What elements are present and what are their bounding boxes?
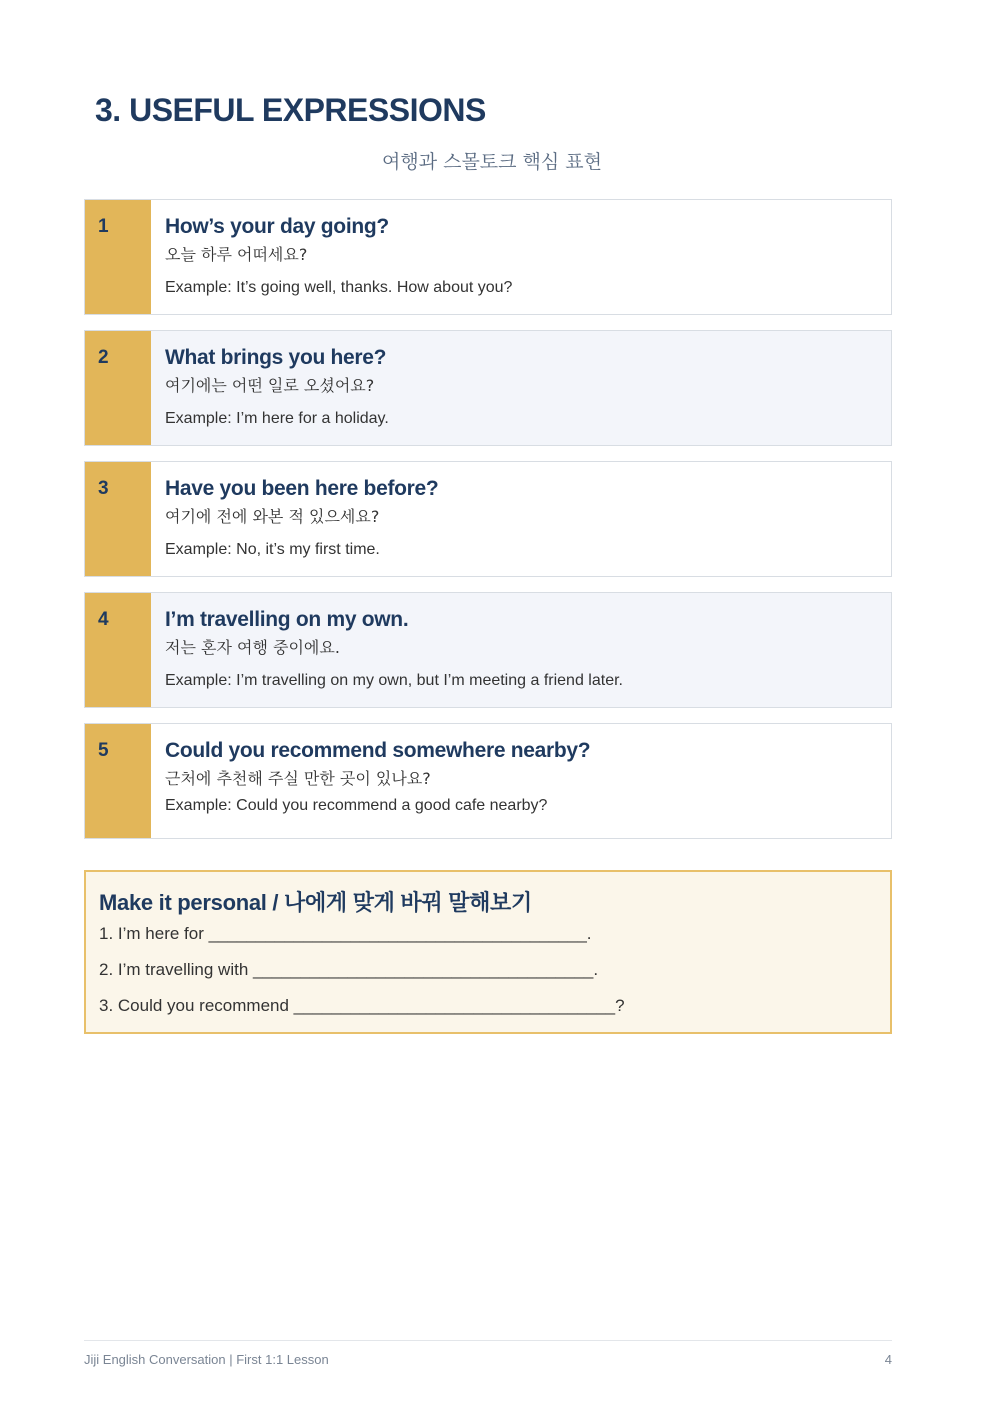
personal-title: Make it personal / 나에게 맞게 바꿔 말해보기 [99,890,532,915]
expression-body [165,736,879,818]
expression-example: Example: Could you recommend a good cafe nearby? [165,797,548,814]
expression-korean: 저는 혼자 여행 중이에요. [165,638,340,657]
expression-korean: 근처에 추천해 주실 만한 곳이 있나요? [165,769,431,788]
expression-number: 3 [98,478,109,499]
expression-example: Example: No, it’s my first time. [165,541,380,558]
expression-example: Example: I’m travelling on my own, but I’m meeting a friend later. [165,672,623,689]
personal-prompt-1: 1. I’m here for ________________________________________. [99,924,592,943]
expression-number: 4 [98,609,109,630]
expression-korean: 여기에 전에 와본 적 있으세요? [165,507,380,526]
expression-number: 5 [98,740,109,761]
footer-label: Jiji English Conversation | First 1:1 Lesson [84,1352,329,1367]
number-column [85,331,151,445]
number-column [85,200,151,314]
expression-card [84,330,892,446]
personal-prompt-2: 2. I’m travelling with ____________________________________. [99,960,599,979]
expression-body [165,605,879,693]
footer-divider [84,1340,892,1341]
page-subtitle: 여행과 스몰토크 핵심 표현 [381,151,602,173]
expression-body [165,212,879,300]
expression-phrase: How’s your day going? [165,215,389,238]
expression-body [165,474,879,562]
expression-card [84,199,892,315]
expression-example: Example: I’m here for a holiday. [165,410,389,427]
expression-example: Example: It’s going well, thanks. How about you? [165,279,513,296]
number-column [85,724,151,838]
number-column [85,462,151,576]
expression-card [84,461,892,577]
expression-card [84,723,892,839]
expression-phrase: What brings you here? [165,346,387,369]
expression-phrase: Could you recommend somewhere nearby? [165,739,591,762]
page-number: 4 [884,1352,892,1367]
expression-card [84,592,892,708]
expression-korean: 여기에는 어떤 일로 오셨어요? [165,376,375,395]
expression-number: 1 [98,216,109,237]
make-it-personal-box [84,870,892,1034]
expression-korean: 오늘 하루 어떠세요? [165,245,308,264]
number-column [85,593,151,707]
expression-phrase: Have you been here before? [165,477,439,500]
expression-body [165,343,879,431]
expression-phrase: I’m travelling on my own. [165,608,409,631]
expression-list [84,199,892,854]
page-title: 3. USEFUL EXPRESSIONS [95,92,486,128]
expression-number: 2 [98,347,109,368]
personal-prompt-3: 3. Could you recommend __________________________________? [99,996,625,1015]
